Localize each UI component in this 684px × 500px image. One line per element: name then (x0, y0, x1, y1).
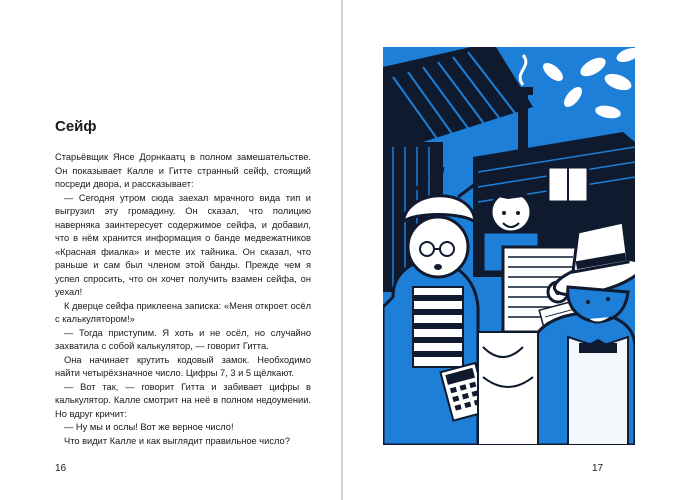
paragraph: — Вот так, — говорит Гитта и забивает цифры в калькулятор. Калле смотрит на неё в полном недоумении. Но вдруг кричит: (55, 381, 311, 419)
paragraph: Она начинает крутить кодовый замок. Необходимо найти четырёхзначное число. Цифры 7, 3 и 5 щёлкают. (55, 354, 311, 378)
right-page (343, 0, 684, 500)
paragraph: — Сегодня утром сюда заехал мрачного вида тип и выгрузил эту громадину. Он сказал, что полицию наверняка заинтересует содержимое сейфа, и добавил, что в нём хранится информация о банде медвежатников «Красная фиалка» и месте их тайника. Он сказал, что раньше и сам был членом этой банды. Прежде чем я успел спросить, что он хочет получить взамен сейфа, он уехал! (55, 192, 311, 297)
story-text (55, 151, 311, 448)
paragraph: — Тогда приступим. Я хоть и не осёл, но случайно захватила с собой калькулятор, — говорит Гитта. (55, 327, 311, 351)
page-number-right: 17 (592, 463, 604, 474)
left-page (0, 0, 341, 500)
paragraph: К дверце сейфа приклеена записка: «Меня откроет осёл с калькулятором!» (55, 300, 311, 324)
paragraph: Старьёвщик Янсе Дорнкаатц в полном замешательстве. Он показывает Калле и Гитте странный сейф, стоящий посреди двора, и рассказывает: (55, 152, 311, 189)
illustration-safe-scene (383, 47, 635, 445)
paragraph: — Ну мы и ослы! Вот же верное число! (64, 422, 234, 432)
page-number-left: 16 (55, 463, 67, 474)
paragraph: Что видит Калле и как выглядит правильное число? (64, 435, 290, 446)
page-title: Сейф (55, 118, 97, 135)
